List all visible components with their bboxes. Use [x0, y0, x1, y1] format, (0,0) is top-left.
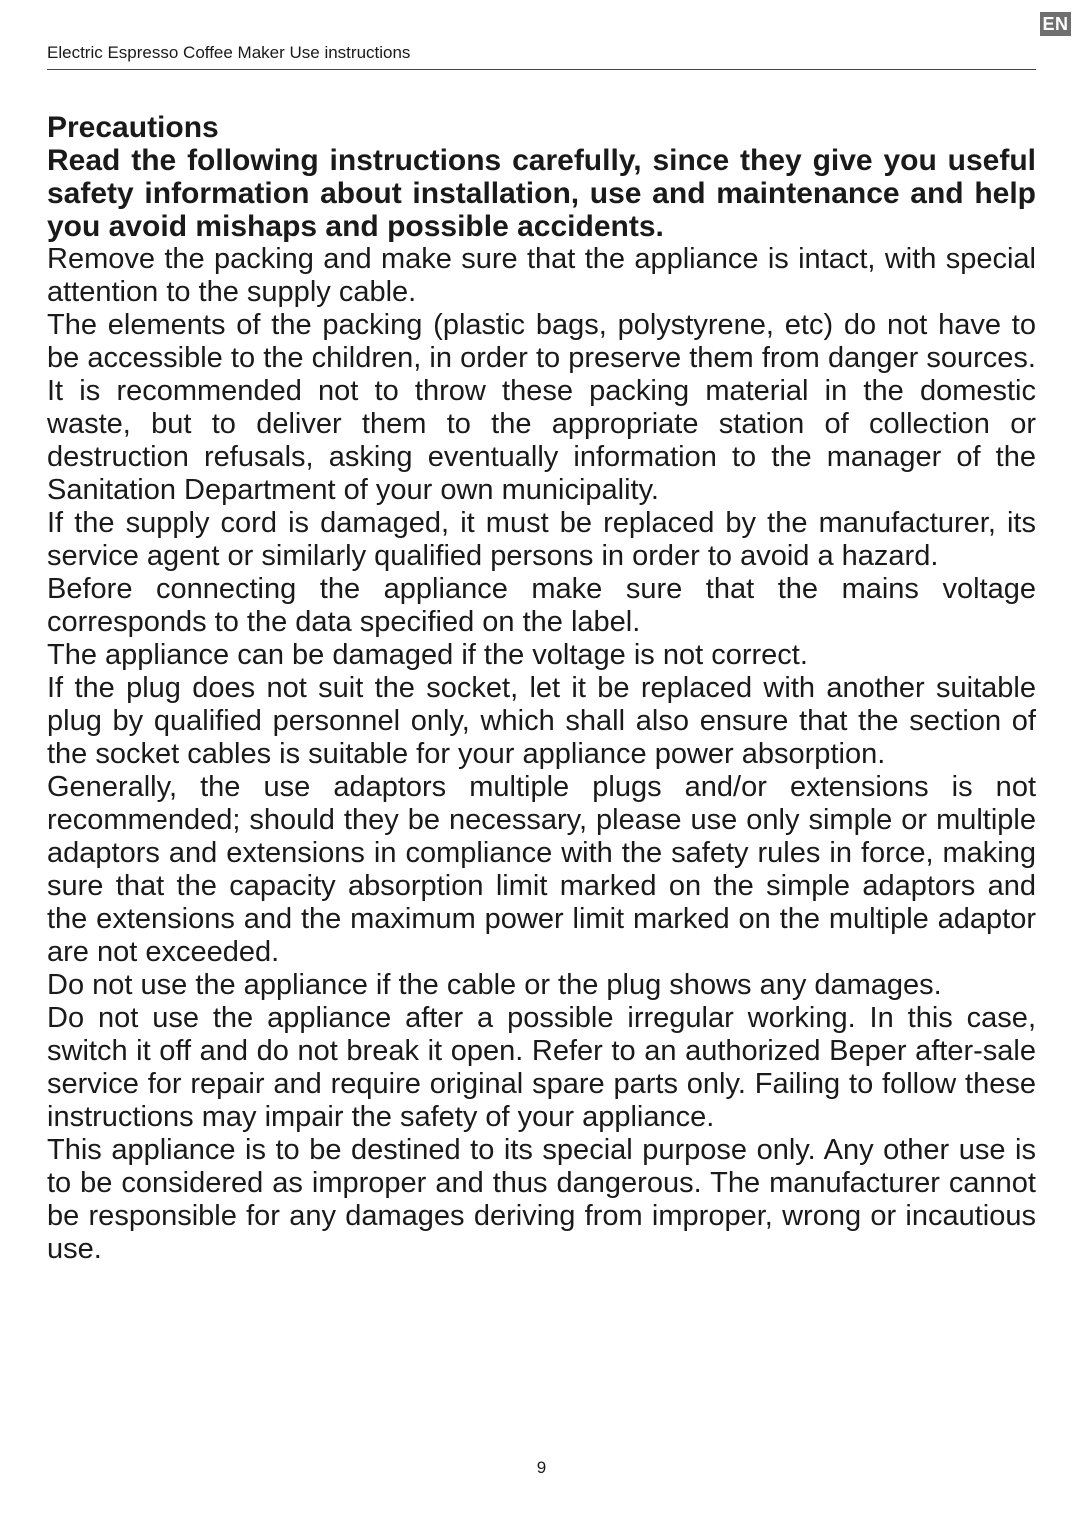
document-header-title: Electric Espresso Coffee Maker Use instructions [47, 43, 411, 62]
language-badge: EN [1040, 12, 1071, 36]
paragraph: Before connecting the appliance make sure that the mains voltage corresponds to the data specified on the label. [47, 573, 1036, 638]
paragraph: If the plug does not suit the socket, let it be replaced with another suitable plug by qualified personnel only, which shall also ensure that the section of the socket cables is suitable for your appliance power absorption. [47, 672, 1036, 770]
paragraph: Do not use the appliance if the cable or the plug shows any damages. [47, 969, 942, 1001]
section-heading: Precautions [47, 111, 219, 144]
paragraph: The appliance can be damaged if the voltage is not correct. [47, 639, 808, 671]
paragraph: This appliance is to be destined to its special purpose only. Any other use is to be considered as improper and thus dangerous. The manufacturer cannot be responsible for any damages deriving from improper, wrong or incautious use. [47, 1134, 1036, 1265]
precautions-section [47, 111, 1036, 1266]
paragraph: Generally, the use adaptors multiple plugs and/or extensions is not recommended; should they be necessary, please use only simple or multiple adaptors and extensions in compliance with the safety rules in force, making sure that the capacity absorption limit marked on the simple adaptors and the extensions and the maximum power limit marked on the multiple adaptor are not exceeded. [47, 771, 1036, 968]
paragraph: The elements of the packing (plastic bags, polystyrene, etc) do not have to be accessible to the children, in order to preserve them from danger sources. It is recommended not to throw these packing material in the domestic waste, but to deliver them to the appropriate station of collection or destruction refusals, asking eventually information to the manager of the Sanitation Department of your own municipality. [47, 309, 1036, 506]
page-number: 9 [536, 1458, 547, 1477]
paragraph: Do not use the appliance after a possible irregular working. In this case, switch it off and do not break it open. Refer to an authorized Beper after-sale service for repair and require original spare parts only. Failing to follow these instructions may impair the safety of your appliance. [47, 1002, 1036, 1133]
paragraph: If the supply cord is damaged, it must be replaced by the manufacturer, its service agent or similarly qualified persons in order to avoid a hazard. [47, 507, 1036, 572]
header-divider [47, 69, 1036, 70]
intro-paragraph: Read the following instructions carefully, since they give you useful safety information about installation, use and maintenance and help you avoid mishaps and possible accidents. [47, 144, 1036, 243]
paragraph: Remove the packing and make sure that the appliance is intact, with special attention to the supply cable. [47, 243, 1036, 308]
